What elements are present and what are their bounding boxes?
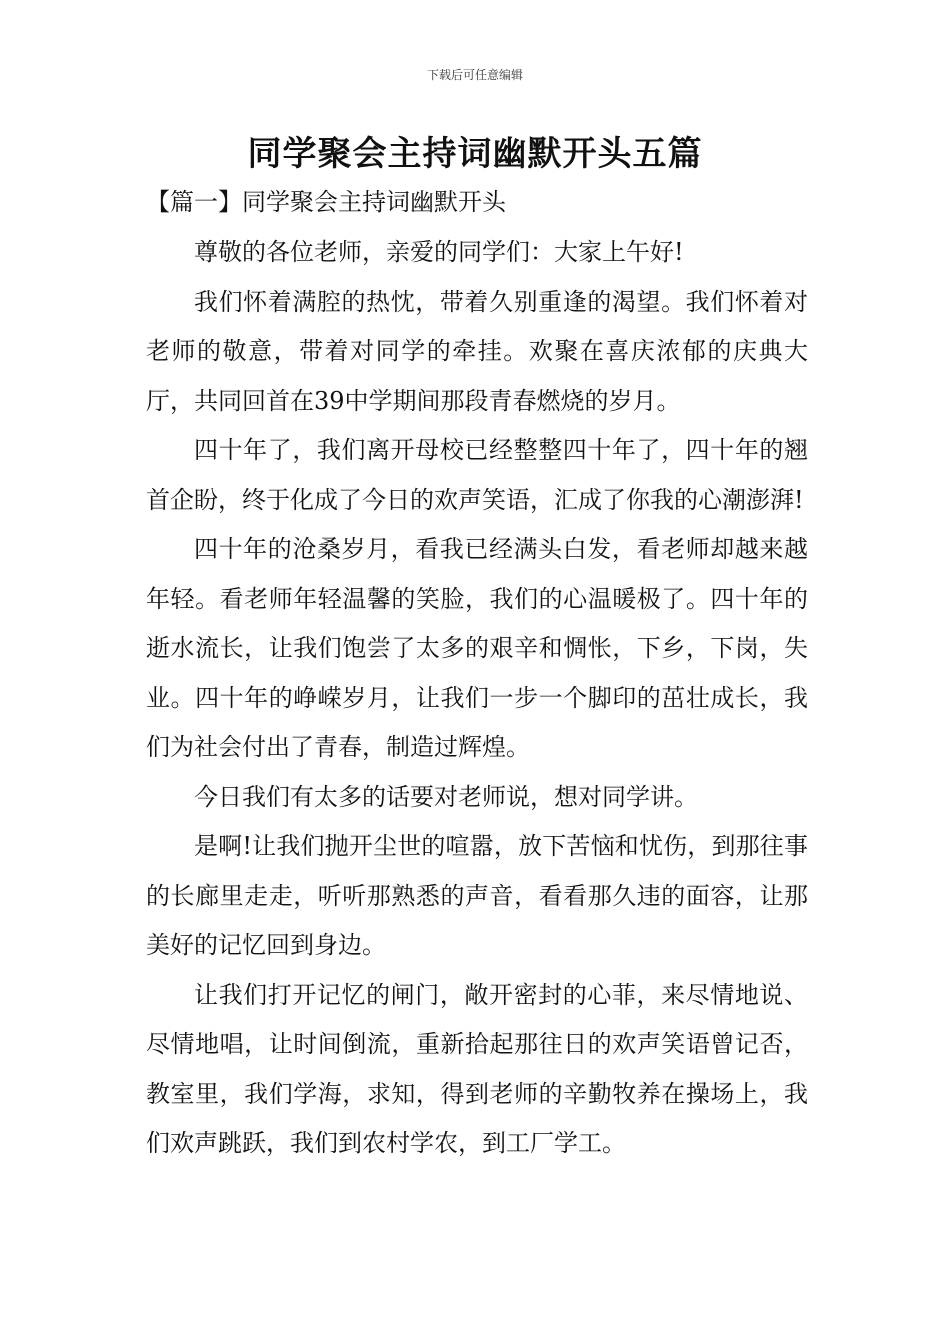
paragraph: 四十年的沧桑岁月，看我已经满头白发，看老师却越来越年轻。看老师年轻温馨的笑脸，我们的心温暖极了。四十年的逝水流长，让我们饱尝了太多的艰辛和惆怅，下乡，下岗，失业。四十年的峥嵘岁月，让我们一步一个脚印的茁壮成长，我们为社会付出了青春，制造过辉煌。 [146,535,808,761]
document-body [146,228,808,1169]
header-note: 下载后可任意编辑 [426,68,523,82]
paragraph: 是啊!让我们抛开尘世的喧嚣，放下苦恼和忧伤，到那往事的长廊里走走，听听那熟悉的声音，看看那久违的面容，让那美好的记忆回到身边。 [146,832,808,959]
paragraph: 我们怀着满腔的热忱，带着久别重逢的渴望。我们怀着对老师的敬意，带着对同学的牵挂。欢聚在喜庆浓郁的庆典大厅，共同回首在39中学期间那段青春燃烧的岁月。 [146,287,808,415]
section-heading: 【篇一】同学聚会主持词幽默开头 [146,188,506,216]
paragraph: 今日我们有太多的话要对老师说，想对同学讲。 [194,782,698,811]
paragraph: 四十年了，我们离开母校已经整整四十年了，四十年的翘首企盼，终于化成了今日的欢声笑语，汇成了你我的心潮澎湃! [146,436,808,514]
paragraph: 让我们打开记忆的闸门，敞开密封的心菲，来尽情地说、尽情地唱，让时间倒流，重新拾起那往日的欢声笑语曾记否，教室里，我们学海，求知，得到老师的辛勤牧养在操场上，我们欢声跳跃，我们到农村学农，到工厂学工。 [146,980,808,1157]
document-title: 同学聚会主持词幽默开头五篇 [247,134,703,174]
paragraph: 尊敬的各位老师，亲爱的同学们：大家上午好! [194,238,684,266]
